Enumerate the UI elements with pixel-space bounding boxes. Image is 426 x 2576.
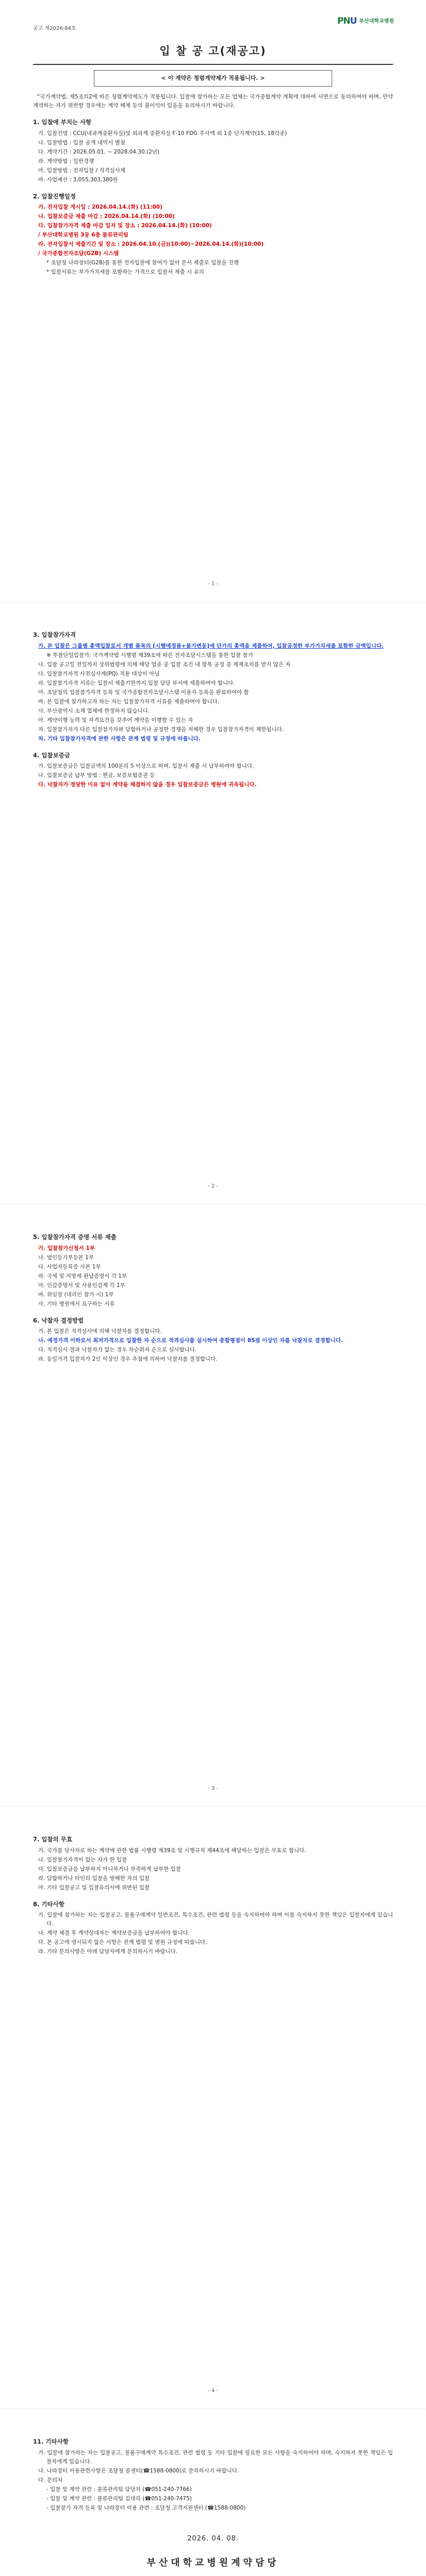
s1-item: 나. 입찰방법 : 입찰 공개 내역서 별첨 bbox=[38, 139, 125, 146]
s3-item: 바. 본 입찰에 참가하고자 하는 자는 입찰참가자격 서류를 제출하여야 합니다. bbox=[38, 698, 220, 705]
s2-item: / 부산대학교병원 3동 6층 물류관리팀 bbox=[38, 232, 129, 239]
section-1-title: 1. 입찰에 부치는 사항 bbox=[33, 118, 92, 126]
section-3-title: 3. 입찰참가자격 bbox=[33, 631, 76, 638]
s1-item: 다. 계약기간 : 2026.05.01. ~ 2028.04.30.(2년) bbox=[38, 148, 160, 155]
s6-item: 다. 적격심사 결과 낙찰자가 없는 경우 차순위자 순으로 심사합니다. bbox=[38, 1347, 197, 1353]
s3-sub: ※ 투찰단일입찰가: 국가계약법 시행령 제39조에 따른 전자조달시스템을 통한 입찰 참가 bbox=[46, 652, 253, 658]
logo-text: 부산대학교병원 bbox=[359, 18, 394, 24]
page-number: - 2 - bbox=[208, 1183, 218, 1189]
s3-item: 마. 조달청의 입찰참가자격 등록 및 국가종합전자조달시스템 이용자 등록을 완료하여야 함 bbox=[38, 689, 249, 696]
page-5 bbox=[0, 2409, 426, 2576]
s8-item: 다. 본 공고에 명시되지 않은 사항은 관계 법령 및 병원 규정에 따릅니다. bbox=[38, 1939, 207, 1946]
s8-item: 나. 계약 체결 후 계약상대자는 계약보증금을 납부하여야 합니다. bbox=[38, 1930, 190, 1937]
page-number: - 1 - bbox=[208, 581, 218, 587]
s2-item: 나. 입찰보증금 제출 마감 : 2026.04.14.(화) (10:00) bbox=[38, 213, 175, 220]
s1-item: 바. 사업예산 : 3,055,303,380원 bbox=[38, 176, 118, 183]
s2-item: 가. 전자입찰 게시일 : 2026.04.14.(화) (11:00) bbox=[38, 204, 162, 211]
s8-item: 라. 기타 문의사항은 아래 담당자에게 문의하시기 바랍니다. bbox=[38, 1948, 178, 1955]
s3-item: 다. 입찰참가자격 사전심사제(PQ) 적용 대상이 아님 bbox=[38, 670, 160, 677]
s7-item: 다. 입찰보증금을 납부하지 아니하거나 부족하게 납부한 입찰 bbox=[38, 1866, 181, 1872]
section-7-title: 7. 입찰의 무효 bbox=[33, 1836, 72, 1843]
s5-item: 다. 사업자등록증 사본 1부 bbox=[38, 1263, 101, 1270]
s5-item: 바. 위임장 (대리인 참가 시) 1부 bbox=[38, 1291, 114, 1298]
s3-item: 사. 부산광역시 소재 업체에 한정하지 않습니다. bbox=[38, 707, 150, 714]
s7-item: 나. 입찰참가자격이 없는 자가 한 입찰 bbox=[38, 1856, 127, 1863]
s3-item: 라. 입찰참가자격 서류는 입찰서 제출기한까지 입찰 담당 부서에 제출하여야 합니다. bbox=[38, 680, 235, 686]
s5-item: 마. 인감증명서 및 사용인감계 각 1부 bbox=[38, 1282, 125, 1289]
s7-item: 가. 국가를 당사자로 하는 계약에 관한 법률 시행령 제39조 및 시행규칙 제44조에 해당하는 입찰은 무효로 합니다. bbox=[38, 1847, 306, 1854]
section-4-title: 4. 입찰보증금 bbox=[33, 751, 70, 759]
s1-item: 라. 계약방법 : 일반경쟁 bbox=[38, 158, 94, 164]
integrity-contract-notice: < 이 계약은 청렴계약제가 적용됩니다. > bbox=[94, 70, 332, 87]
page-4 bbox=[0, 1807, 426, 2409]
s3-item: 나. 입찰 공고일 전일까지 상위법령에 의해 해당 업종 중 입찰 조건 내 항목 공정 중 제재조치를 받지 않은 자 bbox=[38, 661, 291, 668]
s3-item: 가. 본 입찰은 그룹별 총액입찰로서 개별 품목의 [시행예정품+물가변동]에 단가의 총액을 제출하여, 입찰공정한 부가가치세를 포함한 금액입니다. bbox=[38, 642, 384, 649]
s7-item: 라. 담합하거나 타인의 입찰을 방해한 자의 입찰 bbox=[38, 1875, 150, 1882]
s7-item: 마. 기타 입찰공고 및 입찰유의서에 위반된 입찰 bbox=[38, 1884, 150, 1891]
s11-item: 다. 문의처 bbox=[38, 2477, 63, 2483]
s6-item: 나. 예정가격 이하로서 최저가격으로 입찰한 자 순으로 적격심사를 실시하여 종합평점이 85점 이상인 자를 낙찰자로 결정합니다. bbox=[38, 1337, 343, 1344]
logo-mark: PNU bbox=[337, 16, 357, 26]
s6-item: 가. 본 입찰은 적격심사에 의해 낙찰자를 결정합니다. bbox=[38, 1328, 162, 1335]
s2-item: 다. 입찰참가자격 제출 마감 일자 및 장소 : 2026.04.14.(화) (10:00) bbox=[38, 223, 212, 229]
title-divider bbox=[33, 64, 393, 65]
page-number: - 4 - bbox=[208, 2387, 218, 2394]
s2-note: * 입찰서류는 부가가치세를 포함하는 가격으로 입찰서 제출 시 유의 bbox=[46, 269, 204, 276]
s1-item: 마. 입찰방법 : 전자입찰 / 적격심사제 bbox=[38, 167, 126, 174]
s11-item: 가. 입찰에 참가하는 자는 입찰공고, 물품구매계약 특수조건, 관련 법령 등 기타 입찰에 필요한 모든 사항을 숙지하여야 하며, 숙지하지 못한 책임은 입찰자에게 있습니다. bbox=[38, 2449, 393, 2465]
s11-item: 나. 나라장터 이용관련사항은 조달청 콜센터(☎1588-0800)로 문의하시기 바랍니다. bbox=[38, 2467, 239, 2474]
section-6-title: 6. 낙찰자 결정방법 bbox=[33, 1316, 84, 1324]
s3-item: 아. 계약이행 능력 및 자격요건을 갖추어 계약을 이행할 수 있는 자 bbox=[38, 717, 193, 723]
section-5-title: 5. 입찰참가자격 증명 서류 제출 bbox=[33, 1233, 117, 1241]
s3-item: 자. 입찰참가자가 다른 입찰참가자와 담합하거나 공정한 경쟁을 저해한 경우 입찰참가자격이 제한됩니다. bbox=[38, 726, 284, 733]
s5-item: 나. 법인등기부등본 1부 bbox=[38, 1254, 94, 1261]
section-11-title: 11. 기타사항 bbox=[33, 2438, 69, 2445]
s2-note: * 조달청 나라장터(G2B)를 통한 전자입찰에 참여가 없어 문서 제출로 입찰을 진행 bbox=[46, 260, 239, 266]
s4-item: 가. 입찰보증금은 입찰금액의 100분의 5 이상으로 하며, 입찰서 제출 시 납부하여야 합니다. bbox=[38, 763, 254, 770]
s11-contact: - 입찰참가 자격 등록 및 나라장터 이용 관련 : 조달청 고객지원센터 (☎1588-0800) bbox=[46, 2504, 246, 2511]
document-title: 입 찰 공 고(재공고) bbox=[159, 45, 267, 58]
s3-item: 차. 기타 입찰참가자격에 관한 사항은 관계 법령 및 규정에 따릅니다. bbox=[38, 735, 201, 742]
s6-item: 라. 동일가격 입찰자가 2인 이상인 경우 추첨에 의하여 낙찰자를 결정합니다. bbox=[38, 1356, 218, 1363]
page-number: - 3 - bbox=[208, 1785, 218, 1791]
s11-contact: - 입찰 및 계약 관련 : 물류관리팀 담당자 (☎051-240-7766) bbox=[46, 2486, 192, 2493]
hospital-logo bbox=[337, 14, 394, 29]
s4-item: 다. 낙찰자가 정당한 이유 없이 계약을 체결하지 않을 경우 입찰보증금은 병원에 귀속됩니다. bbox=[38, 782, 257, 788]
s5-item: 라. 국세 및 지방세 완납증명서 각 1부 bbox=[38, 1273, 127, 1279]
s1-item: 가. 입찰건명 : CCU(내과계중환자실)및 외과계 중환자실 F-10 FDG 주사액 외 1종 단가계약(15, 18각종) bbox=[38, 130, 287, 137]
s2-item: / 국가종합전자조달(G2B) 시스템 bbox=[38, 250, 119, 257]
s5-item: 사. 기타 병원에서 요구하는 서류 bbox=[38, 1300, 115, 1307]
intro-paragraph: “국가계약법, 제5조의2에 따른 청렴계약제도가 적용됩니다. 입찰에 참가하는 모든 업체는 국가종합계약 계획에 대하여 서면으로 동의하여야 하며, 만약 계약하는 자가 위반할 경우에는 계약 해제 등의 불이익이 있음을 유의하시기 바랍니다. bbox=[33, 94, 393, 109]
s8-item: 가. 입찰에 참가하는 자는 입찰공고, 물품구매계약 일반조건, 특수조건, 관련 법령 등을 숙지하여야 하며 이를 숙지하지 못한 책임은 입찰자에게 있습니다. bbox=[38, 1912, 393, 1927]
page-2 bbox=[0, 602, 426, 1205]
issuing-organization: 부산대학교병원계약담당 bbox=[146, 2557, 280, 2568]
s5-item: 가. 입찰참가신청서 1부 bbox=[38, 1245, 95, 1251]
notice-date: 2026. 04. 08. bbox=[187, 2534, 239, 2543]
page-1 bbox=[0, 0, 426, 602]
page-3 bbox=[0, 1205, 426, 1807]
s2-item: 라. 전자입찰서 제출기간 및 장소 : 2026.04.10.(금)(10:00)~2026.04.14.(화)(10:00) bbox=[38, 241, 264, 248]
s4-item: 나. 입찰보증금 납부 방법 : 현금, 보증보험증권 등 bbox=[38, 772, 155, 779]
section-2-title: 2. 입찰진행일정 bbox=[33, 192, 76, 200]
notice-number: 공고 제2026-84호 bbox=[33, 26, 76, 31]
s11-contact: - 입찰 및 계약 관련 : 물류관리팀 김대리 (☎051-240-7475) bbox=[46, 2495, 192, 2502]
section-8-title: 8. 기타사항 bbox=[33, 1900, 64, 1908]
